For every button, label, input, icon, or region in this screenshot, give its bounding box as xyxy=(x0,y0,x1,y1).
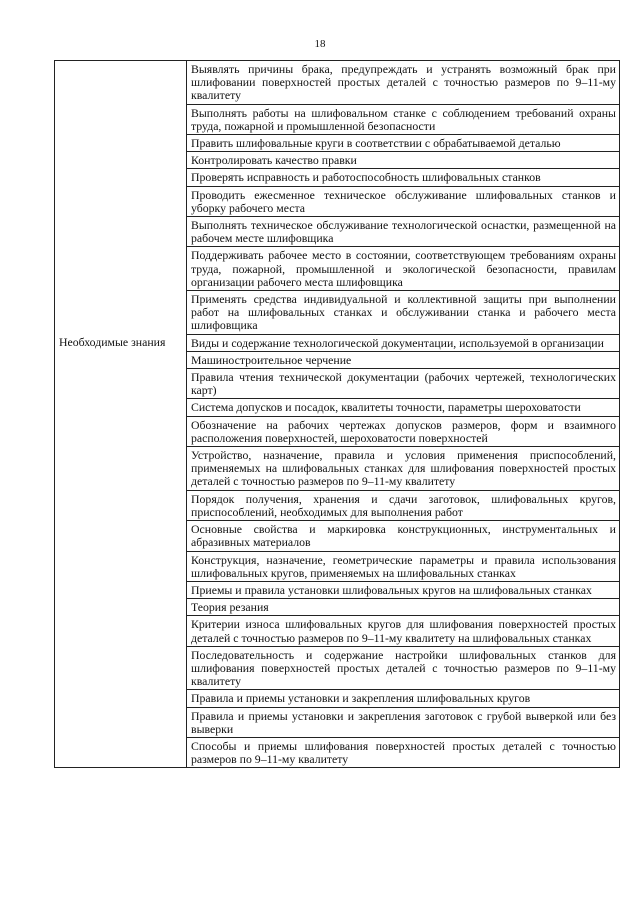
label-cell-empty xyxy=(55,247,187,291)
label-cell-empty xyxy=(55,521,187,551)
label-cell-empty xyxy=(55,61,187,105)
table-row xyxy=(55,551,620,581)
table-row xyxy=(55,416,620,446)
table-cell-item: Выполнять работы на шлифовальном станке с соблюдением требований охраны труда, пожарной и промышленной безопасности xyxy=(187,104,620,134)
label-cell-empty xyxy=(55,646,187,690)
label-cell-empty xyxy=(55,217,187,247)
table-row xyxy=(55,61,620,105)
table-cell-item: Править шлифовальные круги в соответствии с обрабатываемой деталью xyxy=(187,135,620,152)
table-cell-item: Применять средства индивидуальной и коллективной защиты при выполнении работ на шлифовальных станках и обслуживании станка и рабочего места шлифовщика xyxy=(187,291,620,335)
label-cell-empty xyxy=(55,169,187,186)
label-cell-empty xyxy=(55,104,187,134)
table-row xyxy=(55,217,620,247)
label-cell-empty xyxy=(55,291,187,335)
table-cell-item: Поддерживать рабочее место в состоянии, соответствующем требованиям охраны труда, пожарной, промышленной и экологической безопасности, правилам организации рабочего места шлифовщика xyxy=(187,247,620,291)
table-cell-item: Система допусков и посадок, квалитеты точности, параметры шероховатости xyxy=(187,399,620,416)
table-row xyxy=(55,399,620,416)
table-row xyxy=(55,291,620,335)
label-cell-empty xyxy=(55,399,187,416)
table-cell-item: Выполнять техническое обслуживание технологической оснастки, размещенной на рабочем месте шлифовщика xyxy=(187,217,620,247)
table-cell-item: Правила и приемы установки и закрепления заготовок с грубой выверкой или без выверки xyxy=(187,707,620,737)
table-cell-item: Порядок получения, хранения и сдачи заготовок, шлифовальных кругов, приспособлений, необходимых для выполнения работ xyxy=(187,490,620,520)
label-cell-empty xyxy=(55,737,187,767)
table-cell-item: Выявлять причины брака, предупреждать и устранять возможный брак при шлифовании поверхностей простых деталей с точностью размеров по 9–11-му квалитету xyxy=(187,61,620,105)
table-row xyxy=(55,690,620,707)
table-row xyxy=(55,169,620,186)
label-cell-empty xyxy=(55,707,187,737)
table-row xyxy=(55,104,620,134)
table-cell-item: Теория резания xyxy=(187,599,620,616)
table-row xyxy=(55,447,620,491)
table-cell-item: Проводить ежесменное техническое обслуживание шлифовальных станков и уборку рабочего места xyxy=(187,186,620,216)
table-row xyxy=(55,599,620,616)
table-row xyxy=(55,334,620,351)
table-cell-item: Устройство, назначение, правила и условия применения приспособлений, применяемых на шлифовальных станках для шлифования поверхностей простых деталей с точностью размеров по 9–11-му квалитету xyxy=(187,447,620,491)
table-cell-item: Контролировать качество правки xyxy=(187,152,620,169)
table-row xyxy=(55,351,620,368)
label-cell-empty xyxy=(55,447,187,491)
table-cell-item: Последовательность и содержание настройки шлифовальных станков для шлифования поверхностей простых деталей с точностью размеров по 9–11-му квалитету xyxy=(187,646,620,690)
table-cell-item: Приемы и правила установки шлифовальных кругов на шлифовальных станках xyxy=(187,581,620,598)
label-cell-empty xyxy=(55,351,187,368)
requirements-table-body xyxy=(55,61,620,768)
table-cell-item: Основные свойства и маркировка конструкционных, инструментальных и абразивных материалов xyxy=(187,521,620,551)
label-cell-empty xyxy=(55,581,187,598)
label-cell-empty xyxy=(55,186,187,216)
table-row xyxy=(55,152,620,169)
table-row xyxy=(55,737,620,767)
label-cell-empty xyxy=(55,551,187,581)
table-row xyxy=(55,247,620,291)
table-row xyxy=(55,521,620,551)
table-cell-item: Конструкция, назначение, геометрические параметры и правила использования шлифовальных кругов, применяемых на шлифовальных станках xyxy=(187,551,620,581)
section-label: Необходимые знания xyxy=(59,335,166,350)
table-cell-item: Машиностроительное черчение xyxy=(187,351,620,368)
table-cell-item: Обозначение на рабочих чертежах допусков размеров, форм и взаимного расположения поверхностей, шероховатости поверхностей xyxy=(187,416,620,446)
table-cell-item: Правила и приемы установки и закрепления шлифовальных кругов xyxy=(187,690,620,707)
label-cell-empty xyxy=(55,599,187,616)
requirements-table xyxy=(54,60,620,768)
table-cell-item: Критерии износа шлифовальных кругов для шлифования поверхностей простых деталей с точностью размеров по 9–11-му квалитету на шлифовальных станках xyxy=(187,616,620,646)
table-row xyxy=(55,369,620,399)
table-cell-item: Правила чтения технической документации (рабочих чертежей, технологических карт) xyxy=(187,369,620,399)
section-label-cell xyxy=(55,334,187,351)
label-cell-empty xyxy=(55,416,187,446)
label-cell-empty xyxy=(55,690,187,707)
label-cell-empty xyxy=(55,616,187,646)
label-cell-empty xyxy=(55,152,187,169)
table-row xyxy=(55,135,620,152)
table-row xyxy=(55,186,620,216)
label-cell-empty xyxy=(55,135,187,152)
table-cell-item: Проверять исправность и работоспособность шлифовальных станков xyxy=(187,169,620,186)
table-row xyxy=(55,490,620,520)
table-cell-item: Виды и содержание технологической документации, используемой в организации xyxy=(187,334,620,351)
table-row xyxy=(55,646,620,690)
page-number: 18 xyxy=(314,38,326,50)
table-row xyxy=(55,707,620,737)
table-row xyxy=(55,616,620,646)
label-cell-empty xyxy=(55,369,187,399)
table-row xyxy=(55,581,620,598)
table-cell-item: Способы и приемы шлифования поверхностей простых деталей с точностью размеров по 9–11-му квалитету xyxy=(187,737,620,767)
label-cell-empty xyxy=(55,490,187,520)
